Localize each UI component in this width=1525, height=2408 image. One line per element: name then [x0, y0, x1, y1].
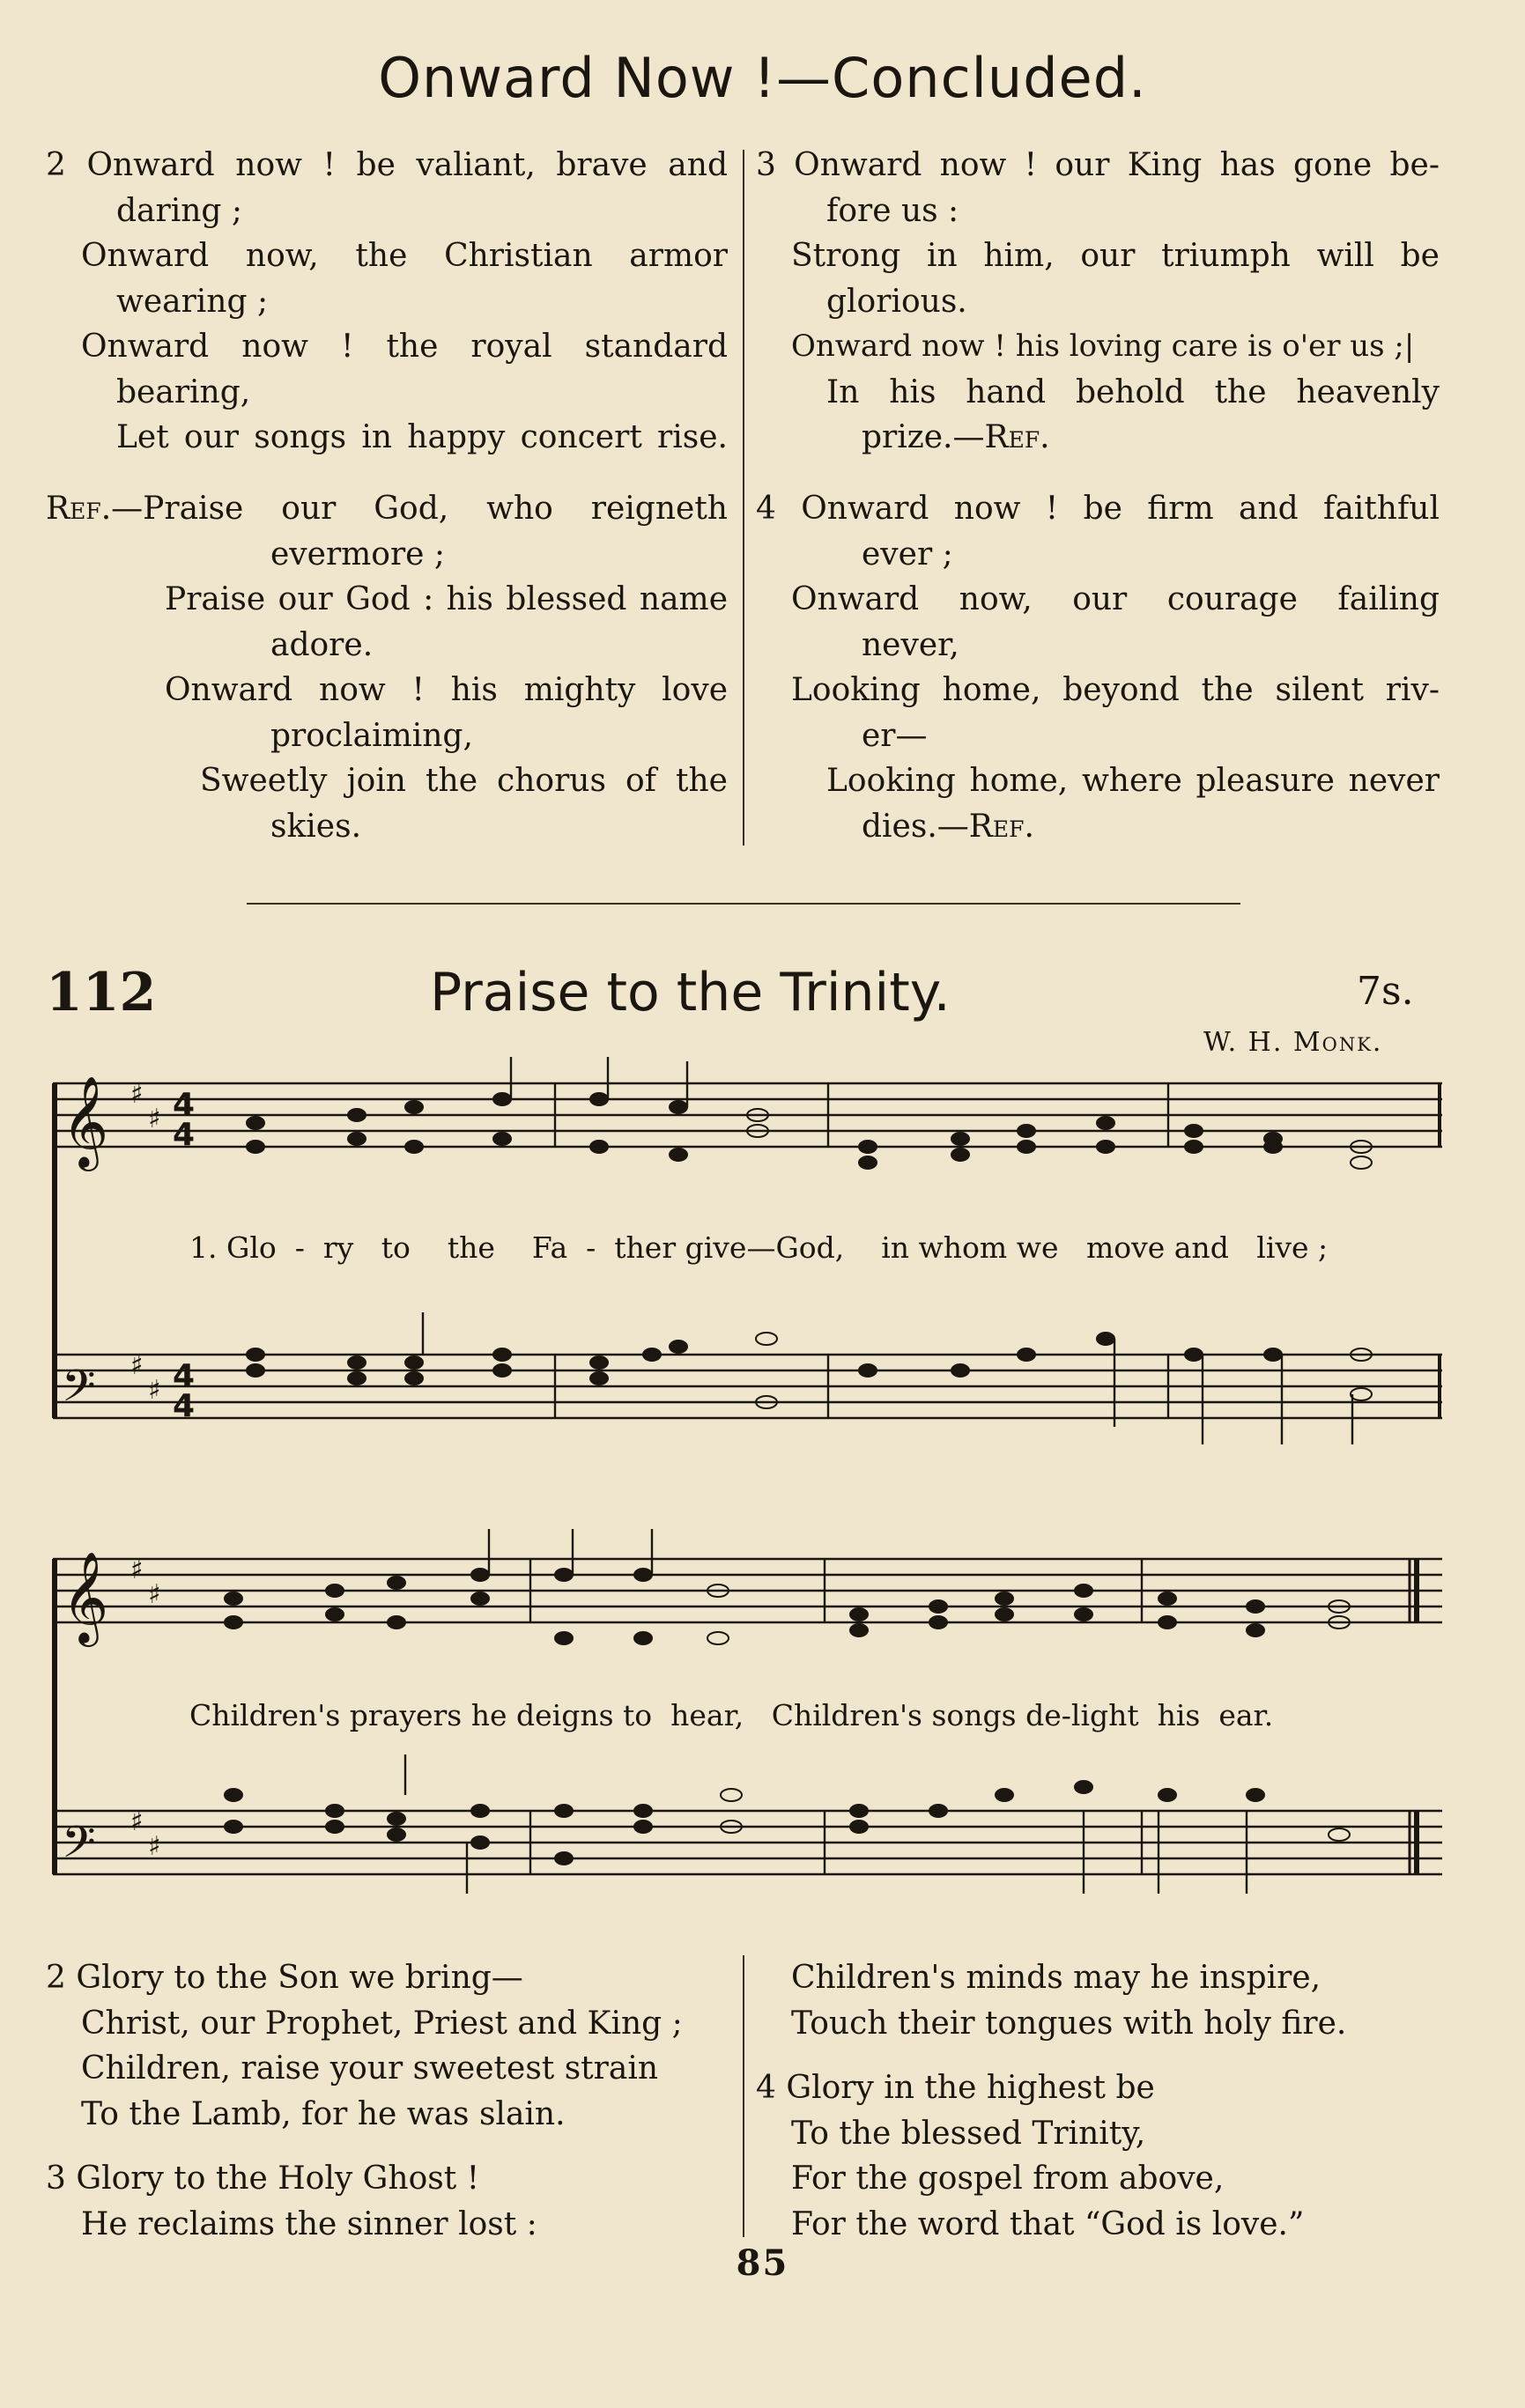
- refrain-first-line: [46, 486, 728, 532]
- verse-line: daring ;: [116, 192, 243, 229]
- refrain-label: Ref.: [46, 491, 112, 527]
- verse-4-block: [756, 486, 1440, 849]
- hymn-title: Praise to the Trinity.: [430, 962, 951, 1023]
- verse-line: To the blessed Trinity,: [791, 2115, 1146, 2152]
- verse-line: Christ, our Prophet, Priest and King ;: [81, 2005, 683, 2042]
- verse-line: Praise our God : his blessed name: [165, 581, 728, 617]
- bass-staff: [53, 1811, 1442, 1874]
- hymn-number: 112: [46, 962, 157, 1023]
- verse-line: In his hand behold the heavenly: [826, 373, 1440, 410]
- hymn-meter: 7s.: [1357, 969, 1414, 1014]
- verse-line: Onward now, our courage failing: [791, 581, 1440, 617]
- verse-line: adore.: [270, 626, 374, 663]
- verse-line: never,: [862, 626, 959, 663]
- clefs-and-signatures: [62, 1551, 161, 1879]
- verse-line: To the Lamb, for he was slain.: [81, 2095, 566, 2132]
- verse-3-block: [756, 143, 1440, 461]
- verse-line: Looking home, beyond the silent riv-: [791, 672, 1440, 708]
- verse-2-block: [46, 143, 728, 461]
- verse-line: For the gospel from above,: [791, 2161, 1225, 2197]
- column-divider: [743, 1955, 744, 2237]
- time-signature: 4: [173, 1117, 196, 1153]
- key-signature: ♯: [130, 1555, 144, 1585]
- time-signature: 4: [173, 1388, 196, 1424]
- key-signature: ♯: [130, 1079, 144, 1110]
- verse-line: Onward now ! his loving care is o'er us ;|: [791, 329, 1415, 364]
- verse-line: fore us :: [826, 192, 959, 229]
- page-title: Onward Now !—Concluded.: [378, 46, 1147, 110]
- verse-line: wearing ;: [116, 283, 269, 320]
- bass-clef-icon: 𝄢: [62, 1361, 96, 1422]
- verse-line: Sweetly join the chorus of the: [200, 763, 728, 799]
- refrain-label: Ref.: [984, 419, 1050, 455]
- column-divider: [743, 150, 744, 846]
- verse-line: er—: [862, 717, 928, 754]
- verse-line: 2 Onward now ! be valiant, brave and: [46, 147, 728, 183]
- clefs-and-signatures: [62, 1075, 195, 1424]
- bottom-verses-right: [756, 1955, 1443, 2247]
- verse-line: 2 Glory to the Son we bring—: [46, 1960, 523, 1996]
- time-signature: 4: [173, 1358, 196, 1394]
- verse-line: prize.—: [862, 419, 985, 455]
- verse-line: Touch their tongues with holy fire.: [791, 2005, 1347, 2042]
- verse-line: evermore ;: [270, 536, 446, 572]
- refrain-label: Ref.: [968, 808, 1034, 845]
- bass-staff: [53, 1355, 1442, 1418]
- treble-clef-icon: 𝄞: [62, 1075, 109, 1168]
- verse-line-with-ref: [756, 804, 1440, 850]
- key-signature: ♯: [148, 1375, 161, 1406]
- verse-line: dies.—: [862, 808, 969, 845]
- verse-line-with-ref: [756, 415, 1440, 461]
- verse-line: For the word that “God is love.”: [791, 2205, 1305, 2242]
- verse-line: Looking home, where pleasure never: [826, 763, 1440, 799]
- bottom-verses-left: [46, 1955, 733, 2247]
- verse-line: Children's minds may he inspire,: [791, 1960, 1321, 1996]
- music-system-1: [0, 1057, 1525, 1480]
- verse-line: glorious.: [826, 283, 967, 320]
- lyric-line-1: 1. Glo - ry to the Fa - ther give—God, in whom we move and live ;: [189, 1230, 1329, 1265]
- verse-line: proclaiming,: [270, 717, 473, 754]
- time-signature: 4: [173, 1087, 196, 1123]
- key-signature: ♯: [130, 1350, 144, 1381]
- verse-line: 3 Glory to the Holy Ghost !: [46, 2161, 480, 2197]
- verse-line: Onward now ! his mighty love: [165, 672, 728, 708]
- verse-line: —Praise our God, who reigneth: [111, 491, 728, 527]
- key-signature: ♯: [148, 1831, 161, 1862]
- refrain-block: [46, 486, 728, 849]
- bass-clef-icon: 𝄢: [62, 1817, 96, 1879]
- verse-line: Children, raise your sweetest strain: [81, 2050, 659, 2087]
- key-signature: ♯: [148, 1104, 161, 1134]
- verse-line: He reclaims the sinner lost :: [81, 2205, 537, 2242]
- verse-line: Onward now, the Christian armor: [81, 238, 728, 274]
- key-signature: ♯: [148, 1579, 161, 1610]
- key-signature: ♯: [130, 1806, 144, 1837]
- verse-line: bearing,: [116, 373, 251, 410]
- page-number: 85: [736, 2242, 789, 2284]
- verse-line: ever ;: [862, 536, 953, 572]
- verse-line: 4 Onward now ! be firm and faithful: [756, 491, 1440, 527]
- verse-line: 3 Onward now ! our King has gone be-: [756, 147, 1440, 183]
- verse-line: Let our songs in happy concert rise.: [116, 419, 728, 455]
- verse-line: 4 Glory in the highest be: [756, 2070, 1155, 2106]
- section-divider: [247, 903, 1240, 905]
- lyric-line-2: Children's prayers he deigns to hear, Children's songs de-light his ear.: [189, 1698, 1274, 1732]
- composer: W. H. Monk.: [1203, 1027, 1383, 1058]
- verse-line: Strong in him, our triumph will be: [791, 238, 1440, 274]
- verse-line: skies.: [270, 808, 362, 845]
- treble-clef-icon: 𝄞: [62, 1551, 109, 1643]
- treble-staff: [53, 1559, 1442, 1622]
- verse-line: Onward now ! the royal standard: [81, 329, 728, 365]
